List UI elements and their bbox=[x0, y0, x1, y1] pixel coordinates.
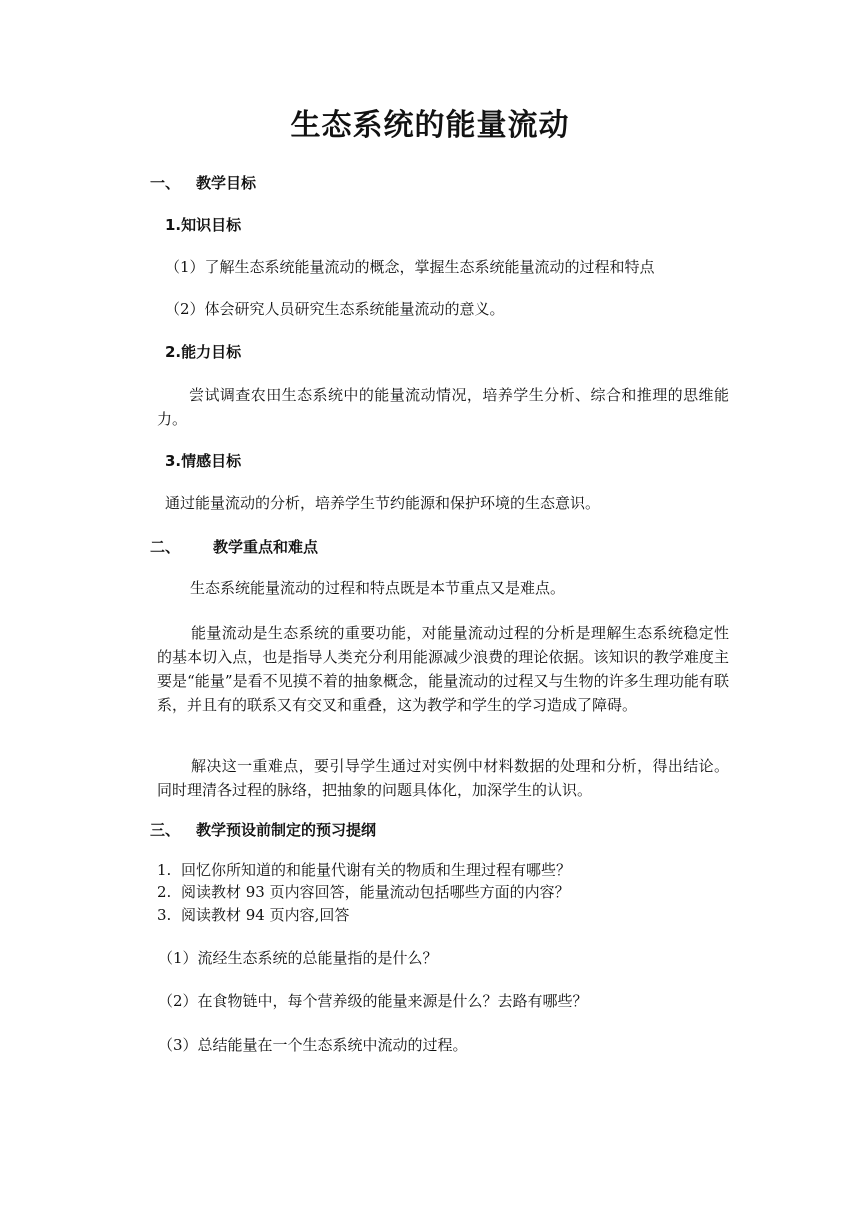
knowledge-item-1: （1）了解生态系统能量流动的概念，掌握生态系统能量流动的过程和特点 bbox=[165, 258, 655, 276]
section-heading-2 bbox=[150, 536, 318, 558]
question-3: （3）总结能量在一个生态系统中流动的过程。 bbox=[158, 1036, 468, 1054]
subsection-heading-emotion: 3.情感目标 bbox=[165, 452, 242, 470]
question-2: （2）在食物链中，每个营养级的能量来源是什么？去路有哪些？ bbox=[158, 992, 588, 1010]
emotion-paragraph: 通过能量流动的分析，培养学生节约能源和保护环境的生态意识。 bbox=[165, 494, 601, 512]
outline-item-3 bbox=[157, 904, 349, 926]
ability-paragraph: 尝试调查农田生态系统中的能量流动情况，培养学生分析、综合和推理的思维能力。 bbox=[157, 386, 729, 428]
section-title: 教学预设前制定的预习提纲 bbox=[196, 821, 377, 839]
outline-item-text: 阅读教材 94 页内容,回答 bbox=[181, 906, 350, 924]
key-points-paragraph-2: 能量流动是生态系统的重要功能，对能量流动过程的分析是理解生态系统稳定性的基本切入点，也是指导人类充分利用能源减少浪费的理论依据。该知识的教学难度主要是“能量”是看不见摸不着的抽象概念，能量流动的过程又与生物的许多生理功能有联系，并且有的联系又有交叉和重叠，这为教学和学生的学习造成了障碍。 bbox=[157, 624, 729, 714]
subsection-heading-knowledge: 1.知识目标 bbox=[165, 216, 242, 234]
section-number: 三、 bbox=[150, 821, 181, 839]
section-number: 一、 bbox=[150, 174, 181, 192]
outline-item-number: 1. bbox=[157, 861, 172, 879]
document-title: 生态系统的能量流动 bbox=[290, 108, 570, 143]
section-heading-1 bbox=[150, 172, 256, 194]
key-points-paragraph-1: 生态系统能量流动的过程和特点既是本节重点又是难点。 bbox=[190, 579, 566, 597]
section-number: 二、 bbox=[150, 538, 181, 556]
section-heading-3 bbox=[150, 819, 376, 841]
outline-item-text: 阅读教材 93 页内容回答，能量流动包括哪些方面的内容？ bbox=[181, 883, 570, 901]
outline-item-text: 回忆你所知道的和能量代谢有关的物质和生理过程有哪些？ bbox=[181, 861, 572, 879]
key-points-paragraph-3: 解决这一重难点，要引导学生通过对实例中材料数据的处理和分析，得出结论。同时理清各过程的脉络，把抽象的问题具体化，加深学生的认识。 bbox=[157, 757, 729, 799]
section-title: 教学重点和难点 bbox=[213, 538, 319, 556]
subsection-heading-ability: 2.能力目标 bbox=[165, 343, 242, 361]
outline-item-1 bbox=[157, 859, 571, 881]
knowledge-item-2: （2）体会研究人员研究生态系统能量流动的意义。 bbox=[165, 300, 505, 318]
outline-item-number: 3. bbox=[157, 906, 172, 924]
section-title: 教学目标 bbox=[196, 174, 257, 192]
question-1: （1）流经生态系统的总能量指的是什么？ bbox=[158, 949, 438, 967]
outline-item-2 bbox=[157, 881, 570, 903]
outline-item-number: 2. bbox=[157, 883, 172, 901]
